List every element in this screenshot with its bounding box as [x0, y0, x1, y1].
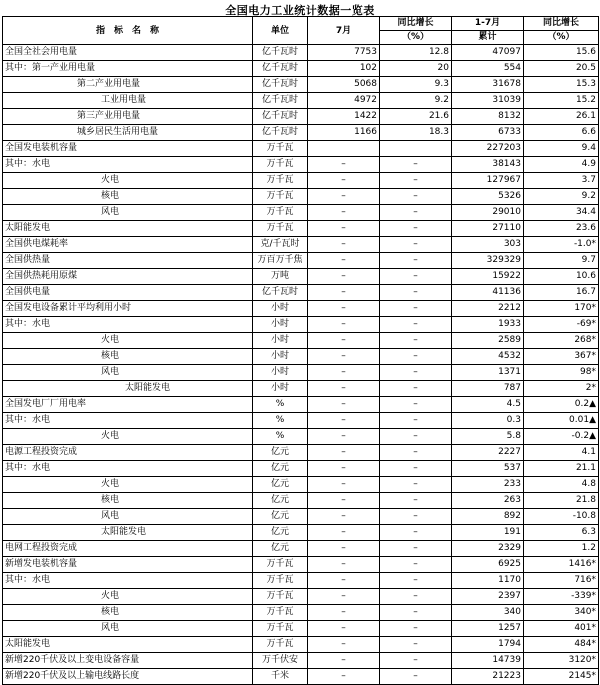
row-cum: 41136	[452, 285, 524, 301]
row-unit: 小时	[253, 317, 308, 333]
table-row	[3, 477, 599, 493]
row-name: 风电	[3, 621, 253, 637]
header-month: 7月	[308, 17, 380, 45]
row-yoy-cum: -69*	[524, 317, 599, 333]
row-unit: 亿千瓦时	[253, 93, 308, 109]
row-cum: 2227	[452, 445, 524, 461]
row-unit: 万百万千焦	[253, 253, 308, 269]
table-row	[3, 141, 599, 157]
row-name: 火电	[3, 429, 253, 445]
row-unit: 小时	[253, 333, 308, 349]
row-cum: 2329	[452, 541, 524, 557]
row-unit: 小时	[253, 349, 308, 365]
row-month: –	[308, 445, 380, 461]
table-row	[3, 45, 599, 61]
row-name: 核电	[3, 493, 253, 509]
row-month: –	[308, 429, 380, 445]
row-unit: 千米	[253, 669, 308, 685]
row-month: –	[308, 381, 380, 397]
row-unit: 万千瓦	[253, 221, 308, 237]
row-name: 风电	[3, 509, 253, 525]
row-name: 新增发电装机容量	[3, 557, 253, 573]
table-row	[3, 669, 599, 685]
row-yoy-month: –	[380, 381, 452, 397]
row-name: 其中：水电	[3, 157, 253, 173]
row-name: 全国供热量	[3, 253, 253, 269]
row-month: 1166	[308, 125, 380, 141]
row-cum: 4.5	[452, 397, 524, 413]
row-yoy-cum: -339*	[524, 589, 599, 605]
row-month: 5068	[308, 77, 380, 93]
row-unit: 亿千瓦时	[253, 285, 308, 301]
row-cum: 5326	[452, 189, 524, 205]
row-month: –	[308, 557, 380, 573]
table-row	[3, 93, 599, 109]
row-unit: 亿元	[253, 461, 308, 477]
row-month: –	[308, 301, 380, 317]
row-unit: 万千瓦	[253, 157, 308, 173]
row-month: –	[308, 253, 380, 269]
row-name: 火电	[3, 333, 253, 349]
table-row	[3, 621, 599, 637]
row-yoy-month: –	[380, 461, 452, 477]
row-name: 其中：水电	[3, 461, 253, 477]
row-name: 全国发电设备累计平均利用小时	[3, 301, 253, 317]
row-yoy-month: –	[380, 157, 452, 173]
row-month: 7753	[308, 45, 380, 61]
row-unit: %	[253, 397, 308, 413]
row-cum: 2397	[452, 589, 524, 605]
row-unit: 万吨	[253, 269, 308, 285]
row-unit: 万千瓦	[253, 173, 308, 189]
row-cum: 892	[452, 509, 524, 525]
row-yoy-cum: 16.7	[524, 285, 599, 301]
row-month: –	[308, 653, 380, 669]
row-name: 其中：水电	[3, 413, 253, 429]
header-yoy-cum: 同比增长	[524, 17, 599, 31]
row-name: 工业用电量	[3, 93, 253, 109]
row-name: 火电	[3, 477, 253, 493]
row-yoy-month: –	[380, 317, 452, 333]
row-yoy-month: –	[380, 653, 452, 669]
row-yoy-cum: 0.2▲	[524, 397, 599, 413]
table-row	[3, 573, 599, 589]
row-name: 电网工程投资完成	[3, 541, 253, 557]
row-name: 新增220千伏及以上输电线路长度	[3, 669, 253, 685]
row-yoy-cum: -10.8	[524, 509, 599, 525]
row-name: 太阳能发电	[3, 637, 253, 653]
row-yoy-month: 21.6	[380, 109, 452, 125]
row-yoy-month: –	[380, 605, 452, 621]
row-unit: 亿千瓦时	[253, 109, 308, 125]
row-yoy-month: –	[380, 285, 452, 301]
table-body	[3, 45, 599, 685]
row-yoy-cum: 10.6	[524, 269, 599, 285]
row-yoy-month: 9.3	[380, 77, 452, 93]
table-row	[3, 557, 599, 573]
row-cum: 537	[452, 461, 524, 477]
row-unit: 万千瓦	[253, 205, 308, 221]
row-unit: 亿千瓦时	[253, 45, 308, 61]
table-row	[3, 333, 599, 349]
row-cum: 1371	[452, 365, 524, 381]
row-name: 太阳能发电	[3, 525, 253, 541]
row-unit: 小时	[253, 365, 308, 381]
row-yoy-month: 9.2	[380, 93, 452, 109]
row-yoy-cum: 6.6	[524, 125, 599, 141]
row-yoy-month: –	[380, 189, 452, 205]
row-unit: 亿千瓦时	[253, 77, 308, 93]
row-yoy-month: –	[380, 237, 452, 253]
row-name: 全国发电厂厂用电率	[3, 397, 253, 413]
header-yoy-month-sub: （%）	[380, 31, 452, 45]
row-yoy-cum: 2*	[524, 381, 599, 397]
table-row	[3, 61, 599, 77]
row-name: 全国供电量	[3, 285, 253, 301]
row-yoy-month: –	[380, 253, 452, 269]
row-month: –	[308, 365, 380, 381]
row-cum: 29010	[452, 205, 524, 221]
row-name: 全国发电装机容量	[3, 141, 253, 157]
statistics-table	[2, 16, 599, 685]
table-row	[3, 221, 599, 237]
row-cum: 1170	[452, 573, 524, 589]
row-month: –	[308, 669, 380, 685]
row-cum: 31678	[452, 77, 524, 93]
table-row	[3, 541, 599, 557]
row-yoy-cum: 4.1	[524, 445, 599, 461]
row-unit: 亿元	[253, 493, 308, 509]
row-cum: 227203	[452, 141, 524, 157]
row-unit: 万千瓦	[253, 141, 308, 157]
row-cum: 4532	[452, 349, 524, 365]
row-cum: 1257	[452, 621, 524, 637]
row-month: –	[308, 333, 380, 349]
row-month: –	[308, 397, 380, 413]
row-month: –	[308, 317, 380, 333]
row-yoy-cum: -0.2▲	[524, 429, 599, 445]
row-yoy-cum: 9.2	[524, 189, 599, 205]
table-row	[3, 381, 599, 397]
row-yoy-cum: -1.0*	[524, 237, 599, 253]
row-cum: 8132	[452, 109, 524, 125]
table-row	[3, 397, 599, 413]
header-cum-sub: 累计	[452, 31, 524, 45]
row-yoy-cum: 21.1	[524, 461, 599, 477]
row-yoy-cum: 15.6	[524, 45, 599, 61]
row-yoy-month: –	[380, 429, 452, 445]
row-name: 风电	[3, 205, 253, 221]
row-yoy-month: –	[380, 589, 452, 605]
row-yoy-month: –	[380, 477, 452, 493]
row-month: –	[308, 509, 380, 525]
table-row	[3, 237, 599, 253]
table-row	[3, 349, 599, 365]
row-yoy-month	[380, 141, 452, 157]
row-yoy-cum: 98*	[524, 365, 599, 381]
row-yoy-month: 12.8	[380, 45, 452, 61]
row-month: –	[308, 237, 380, 253]
row-cum: 2212	[452, 301, 524, 317]
page-title: 全国电力工业统计数据一览表	[225, 4, 375, 17]
row-cum: 127967	[452, 173, 524, 189]
row-yoy-month: –	[380, 221, 452, 237]
row-yoy-cum: 716*	[524, 573, 599, 589]
row-name: 核电	[3, 189, 253, 205]
row-unit: 万千瓦	[253, 189, 308, 205]
table-row	[3, 157, 599, 173]
row-name: 全国供电煤耗率	[3, 237, 253, 253]
row-yoy-cum: 15.3	[524, 77, 599, 93]
row-cum: 554	[452, 61, 524, 77]
row-cum: 21223	[452, 669, 524, 685]
row-yoy-month: –	[380, 669, 452, 685]
row-yoy-month: –	[380, 493, 452, 509]
row-yoy-cum: 9.4	[524, 141, 599, 157]
header-yoy-cum-sub: （%）	[524, 31, 599, 45]
row-cum: 6925	[452, 557, 524, 573]
table-row	[3, 189, 599, 205]
row-month: –	[308, 541, 380, 557]
row-month: –	[308, 589, 380, 605]
table-row	[3, 365, 599, 381]
row-unit: 万千瓦	[253, 637, 308, 653]
row-name: 第二产业用电量	[3, 77, 253, 93]
table-row	[3, 589, 599, 605]
table-row	[3, 429, 599, 445]
row-yoy-month: –	[380, 621, 452, 637]
table-row	[3, 301, 599, 317]
row-yoy-month: –	[380, 333, 452, 349]
table-row	[3, 205, 599, 221]
row-name: 全国全社会用电量	[3, 45, 253, 61]
row-cum: 2589	[452, 333, 524, 349]
row-name: 核电	[3, 605, 253, 621]
row-yoy-cum: 4.9	[524, 157, 599, 173]
table-row	[3, 653, 599, 669]
row-yoy-cum: 21.8	[524, 493, 599, 509]
row-cum: 0.3	[452, 413, 524, 429]
row-name: 其中：水电	[3, 573, 253, 589]
row-cum: 1933	[452, 317, 524, 333]
row-cum: 5.8	[452, 429, 524, 445]
row-cum: 329329	[452, 253, 524, 269]
table-row	[3, 445, 599, 461]
row-unit: 亿元	[253, 477, 308, 493]
row-name: 火电	[3, 589, 253, 605]
table-row	[3, 493, 599, 509]
row-unit: 亿元	[253, 525, 308, 541]
row-month: –	[308, 221, 380, 237]
row-yoy-cum: 2145*	[524, 669, 599, 685]
row-yoy-month: –	[380, 509, 452, 525]
row-name: 太阳能发电	[3, 221, 253, 237]
row-unit: 万千瓦	[253, 605, 308, 621]
header-name: 指 标 名 称	[3, 17, 253, 45]
table-row	[3, 413, 599, 429]
row-yoy-month: –	[380, 413, 452, 429]
row-name: 城乡居民生活用电量	[3, 125, 253, 141]
row-cum: 303	[452, 237, 524, 253]
row-month: –	[308, 173, 380, 189]
header-cum: 1-7月	[452, 17, 524, 31]
row-yoy-month: –	[380, 365, 452, 381]
row-yoy-cum: 20.5	[524, 61, 599, 77]
row-cum: 27110	[452, 221, 524, 237]
row-yoy-month: –	[380, 269, 452, 285]
row-yoy-cum: 9.7	[524, 253, 599, 269]
row-cum: 47097	[452, 45, 524, 61]
row-month	[308, 141, 380, 157]
row-yoy-month: –	[380, 525, 452, 541]
row-yoy-cum: 367*	[524, 349, 599, 365]
row-yoy-month: –	[380, 557, 452, 573]
row-yoy-month: –	[380, 573, 452, 589]
table-row	[3, 173, 599, 189]
header-yoy-month: 同比增长	[380, 17, 452, 31]
row-yoy-cum: 1416*	[524, 557, 599, 573]
row-yoy-cum: 484*	[524, 637, 599, 653]
row-yoy-cum: 15.2	[524, 93, 599, 109]
row-yoy-month: –	[380, 349, 452, 365]
row-yoy-month: –	[380, 445, 452, 461]
table-row	[3, 269, 599, 285]
row-cum: 787	[452, 381, 524, 397]
row-unit: 小时	[253, 381, 308, 397]
row-month: –	[308, 477, 380, 493]
row-month: 4972	[308, 93, 380, 109]
row-yoy-cum: 26.1	[524, 109, 599, 125]
row-month: –	[308, 573, 380, 589]
row-cum: 31039	[452, 93, 524, 109]
row-month: –	[308, 285, 380, 301]
row-month: –	[308, 349, 380, 365]
row-name: 其中：水电	[3, 317, 253, 333]
table-row	[3, 461, 599, 477]
table-row	[3, 637, 599, 653]
row-month: –	[308, 605, 380, 621]
row-month: 102	[308, 61, 380, 77]
row-unit: 克/千瓦时	[253, 237, 308, 253]
row-yoy-month: –	[380, 301, 452, 317]
row-yoy-month: –	[380, 173, 452, 189]
row-name: 火电	[3, 173, 253, 189]
row-unit: 亿千瓦时	[253, 125, 308, 141]
row-name: 其中：第一产业用电量	[3, 61, 253, 77]
row-month: –	[308, 525, 380, 541]
header-row	[3, 17, 599, 31]
row-yoy-cum: 401*	[524, 621, 599, 637]
row-yoy-cum: 3120*	[524, 653, 599, 669]
row-yoy-cum: 340*	[524, 605, 599, 621]
row-yoy-month: –	[380, 205, 452, 221]
row-yoy-cum: 23.6	[524, 221, 599, 237]
table-row	[3, 317, 599, 333]
row-month: –	[308, 637, 380, 653]
row-yoy-cum: 34.4	[524, 205, 599, 221]
table-row	[3, 509, 599, 525]
row-yoy-month: 18.3	[380, 125, 452, 141]
row-name: 风电	[3, 365, 253, 381]
row-name: 电源工程投资完成	[3, 445, 253, 461]
row-unit: 万千伏安	[253, 653, 308, 669]
table-row	[3, 77, 599, 93]
row-cum: 14739	[452, 653, 524, 669]
table-row	[3, 253, 599, 269]
row-yoy-cum: 1.2	[524, 541, 599, 557]
row-yoy-month: 20	[380, 61, 452, 77]
row-yoy-cum: 3.7	[524, 173, 599, 189]
row-unit: 亿元	[253, 541, 308, 557]
table-row	[3, 285, 599, 301]
row-cum: 263	[452, 493, 524, 509]
row-month: 1422	[308, 109, 380, 125]
row-yoy-cum: 6.3	[524, 525, 599, 541]
row-name: 第三产业用电量	[3, 109, 253, 125]
row-cum: 1794	[452, 637, 524, 653]
row-name: 新增220千伏及以上变电设备容量	[3, 653, 253, 669]
row-unit: 亿千瓦时	[253, 61, 308, 77]
row-yoy-cum: 0.01▲	[524, 413, 599, 429]
table-row	[3, 605, 599, 621]
header-unit: 单位	[253, 17, 308, 45]
row-yoy-cum: 4.8	[524, 477, 599, 493]
row-cum: 38143	[452, 157, 524, 173]
row-unit: 小时	[253, 301, 308, 317]
row-unit: 万千瓦	[253, 573, 308, 589]
row-month: –	[308, 189, 380, 205]
row-cum: 340	[452, 605, 524, 621]
row-month: –	[308, 269, 380, 285]
row-month: –	[308, 205, 380, 221]
row-month: –	[308, 493, 380, 509]
row-yoy-month: –	[380, 397, 452, 413]
row-unit: 亿元	[253, 445, 308, 461]
row-month: –	[308, 413, 380, 429]
row-name: 核电	[3, 349, 253, 365]
row-yoy-cum: 268*	[524, 333, 599, 349]
row-yoy-cum: 170*	[524, 301, 599, 317]
row-unit: 万千瓦	[253, 621, 308, 637]
row-unit: 万千瓦	[253, 557, 308, 573]
row-month: –	[308, 461, 380, 477]
row-name: 太阳能发电	[3, 381, 253, 397]
row-cum: 15922	[452, 269, 524, 285]
row-name: 全国供热耗用原煤	[3, 269, 253, 285]
row-unit: 万千瓦	[253, 589, 308, 605]
row-month: –	[308, 157, 380, 173]
table-row	[3, 125, 599, 141]
row-unit: 亿元	[253, 509, 308, 525]
row-cum: 6733	[452, 125, 524, 141]
row-cum: 233	[452, 477, 524, 493]
row-yoy-month: –	[380, 541, 452, 557]
row-unit: %	[253, 429, 308, 445]
row-month: –	[308, 621, 380, 637]
row-unit: %	[253, 413, 308, 429]
row-cum: 191	[452, 525, 524, 541]
table-row	[3, 109, 599, 125]
table-row	[3, 525, 599, 541]
row-yoy-month: –	[380, 637, 452, 653]
